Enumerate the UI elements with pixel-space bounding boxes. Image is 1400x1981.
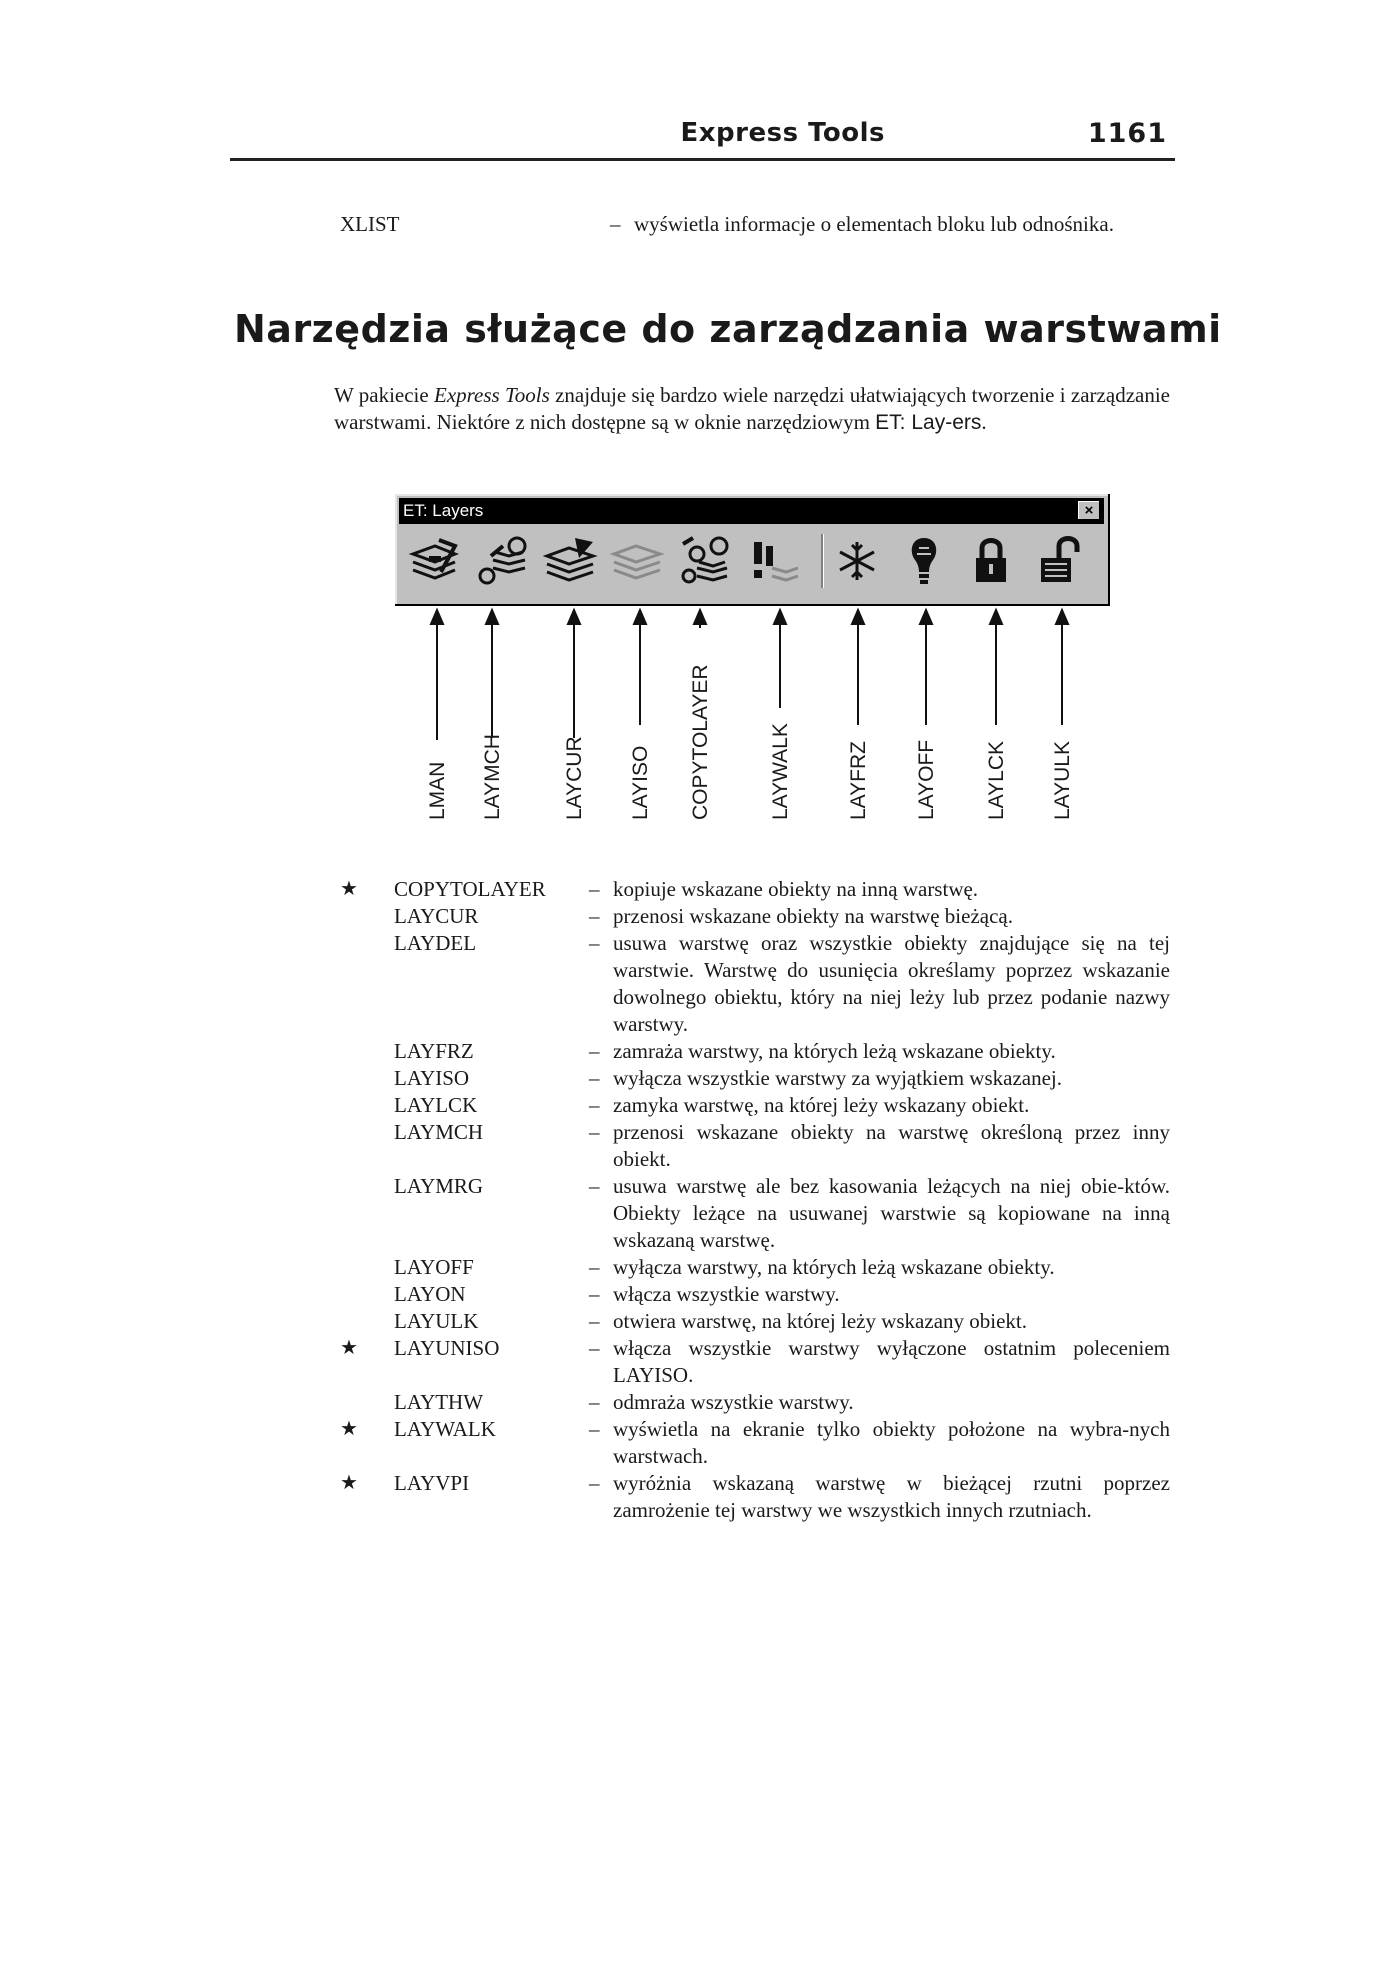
command-dash: –: [589, 1255, 600, 1279]
intro-paragraph: [334, 382, 1170, 436]
xlist-term: XLIST: [340, 212, 400, 236]
section-heading: Narzędzia służące do zarządzania warstwami: [234, 307, 1222, 351]
command-list: [340, 876, 1170, 1524]
list-item: [340, 1254, 1170, 1281]
layer-current-icon[interactable]: [541, 532, 599, 590]
command-term: LAYDEL: [394, 931, 477, 955]
command-dash: –: [589, 1093, 600, 1117]
star-icon: ★: [340, 878, 358, 900]
intro-toolbar-name: ET: Lay-ers: [875, 411, 982, 434]
list-item: [340, 1173, 1170, 1254]
command-term: LAYOFF: [394, 1255, 474, 1279]
layer-manager-icon[interactable]: [405, 532, 463, 590]
running-header: [230, 118, 1175, 161]
star-icon: ★: [340, 1337, 358, 1359]
list-item: [340, 1335, 1170, 1389]
layer-lock-icon[interactable]: [962, 532, 1020, 590]
command-dash: –: [589, 1120, 600, 1144]
command-term: LAYLCK: [394, 1093, 478, 1117]
callout-label-layoff: LAYOFF: [915, 739, 938, 820]
command-description: kopiuje wskazane obiekty na inną warstwę.: [613, 877, 979, 901]
list-item: [340, 1416, 1170, 1470]
intro-italic: Express Tools: [434, 383, 550, 407]
command-description: wyróżnia wskazaną warstwę w bieżącej rzutni poprzez zamrożenie tej warstwy we wszystkich innych rzutniach.: [613, 1471, 1170, 1522]
command-term: LAYTHW: [394, 1390, 484, 1414]
command-term: LAYCUR: [394, 904, 479, 928]
toolbar-titlebar: [399, 498, 1104, 524]
command-term: LAYISO: [394, 1066, 470, 1090]
command-description: zamraża warstwy, na których leżą wskazane obiekty.: [613, 1039, 1056, 1063]
command-description: zamyka warstwę, na której leży wskazany obiekt.: [613, 1093, 1030, 1117]
command-term: LAYON: [394, 1282, 466, 1306]
layer-isolate-icon[interactable]: [608, 532, 666, 590]
command-description: włącza wszystkie warstwy wyłączone ostatnim poleceniem LAYISO.: [613, 1336, 1170, 1387]
layer-match-icon[interactable]: [473, 532, 531, 590]
list-item: [340, 876, 1170, 903]
list-item: [340, 903, 1170, 930]
xlist-entry: [340, 211, 1170, 238]
command-dash: –: [589, 877, 600, 901]
page-number: 1161: [1087, 118, 1167, 149]
list-item: [340, 1092, 1170, 1119]
command-term: LAYVPI: [394, 1471, 470, 1495]
command-description: odmraża wszystkie warstwy.: [613, 1390, 854, 1414]
callout-label-laywalk: LAYWALK: [769, 723, 792, 820]
command-description: przenosi wskazane obiekty na warstwę bieżącą.: [613, 904, 1013, 928]
command-description: wyłącza wszystkie warstwy za wyjątkiem wskazanej.: [613, 1066, 1062, 1090]
command-dash: –: [589, 1066, 600, 1090]
xlist-dash: –: [610, 212, 621, 236]
command-dash: –: [589, 1471, 600, 1495]
command-dash: –: [589, 1336, 600, 1360]
command-description: przenosi wskazane obiekty na warstwę określoną przez inny obiekt.: [613, 1120, 1170, 1171]
running-title: Express Tools: [680, 118, 885, 148]
close-button[interactable]: ×: [1078, 501, 1100, 520]
list-item: [340, 1119, 1170, 1173]
command-dash: –: [589, 1309, 600, 1333]
list-item: [340, 1470, 1170, 1524]
star-icon: ★: [340, 1472, 358, 1494]
command-dash: –: [589, 904, 600, 928]
command-dash: –: [589, 931, 600, 955]
command-description: usuwa warstwę oraz wszystkie obiekty znajdujące się na tej warstwie. Warstwę do usunięcia określamy poprzez wskazanie dowolnego obiektu, który na niej leży lub przez podanie nazwy warstwy.: [613, 931, 1170, 1036]
et-layers-toolbar: [395, 494, 1110, 606]
callout-label-copytolayer: COPYTOLAYER: [689, 664, 712, 820]
command-description: otwiera warstwę, na której leży wskazany obiekt.: [613, 1309, 1028, 1333]
layer-freeze-icon[interactable]: [828, 532, 886, 590]
list-item: [340, 1389, 1170, 1416]
command-dash: –: [589, 1390, 600, 1414]
callout-label-lman: LMAN: [426, 761, 449, 820]
xlist-description: wyświetla informacje o elementach bloku lub odnośnika.: [634, 212, 1114, 236]
list-item: [340, 1065, 1170, 1092]
list-item: [340, 1281, 1170, 1308]
toolbar-separator: [821, 534, 824, 588]
toolbar-title: ET: Layers: [403, 501, 484, 520]
command-term: COPYTOLAYER: [394, 877, 546, 901]
layer-off-icon[interactable]: [895, 532, 953, 590]
callout-label-laycur: LAYCUR: [563, 736, 586, 820]
list-item: [340, 1308, 1170, 1335]
intro-text-3: .: [981, 410, 987, 434]
command-term: LAYFRZ: [394, 1039, 474, 1063]
callout-label-laymch: LAYMCH: [481, 734, 504, 820]
layer-walk-icon[interactable]: [742, 532, 800, 590]
command-dash: –: [589, 1174, 600, 1198]
command-description: włącza wszystkie warstwy.: [613, 1282, 840, 1306]
layer-unlock-icon[interactable]: [1029, 532, 1087, 590]
command-term: LAYMCH: [394, 1120, 484, 1144]
copy-to-layer-icon[interactable]: [675, 532, 733, 590]
callout-label-layulk: LAYULK: [1051, 741, 1074, 820]
callout-label-layiso: LAYISO: [629, 745, 652, 820]
list-item: [340, 1038, 1170, 1065]
command-term: LAYMRG: [394, 1174, 484, 1198]
command-term: LAYUNISO: [394, 1336, 500, 1360]
intro-text-1: W pakiecie: [334, 383, 434, 407]
command-dash: –: [589, 1417, 600, 1441]
intro-text-2: znajduje się bardzo wiele narzędzi ułatwiających tworzenie i zarządzanie warstwami. Niektóre z nich dostępne są w oknie narzędziowym: [334, 383, 1170, 434]
command-term: LAYWALK: [394, 1417, 496, 1441]
command-description: usuwa warstwę ale bez kasowania leżących na niej obie-któw. Obiekty leżące na usuwanej warstwie są kopiowane na inną wskazaną warstwę.: [613, 1174, 1170, 1252]
command-description: wyłącza warstwy, na których leżą wskazane obiekty.: [613, 1255, 1055, 1279]
command-description: wyświetla na ekranie tylko obiekty położone na wybra-nych warstwach.: [613, 1417, 1170, 1468]
star-icon: ★: [340, 1418, 358, 1440]
command-term: LAYULK: [394, 1309, 479, 1333]
callout-label-layfrz: LAYFRZ: [847, 741, 870, 820]
command-dash: –: [589, 1282, 600, 1306]
callout-label-laylck: LAYLCK: [985, 741, 1008, 820]
list-item: [340, 930, 1170, 1038]
command-dash: –: [589, 1039, 600, 1063]
